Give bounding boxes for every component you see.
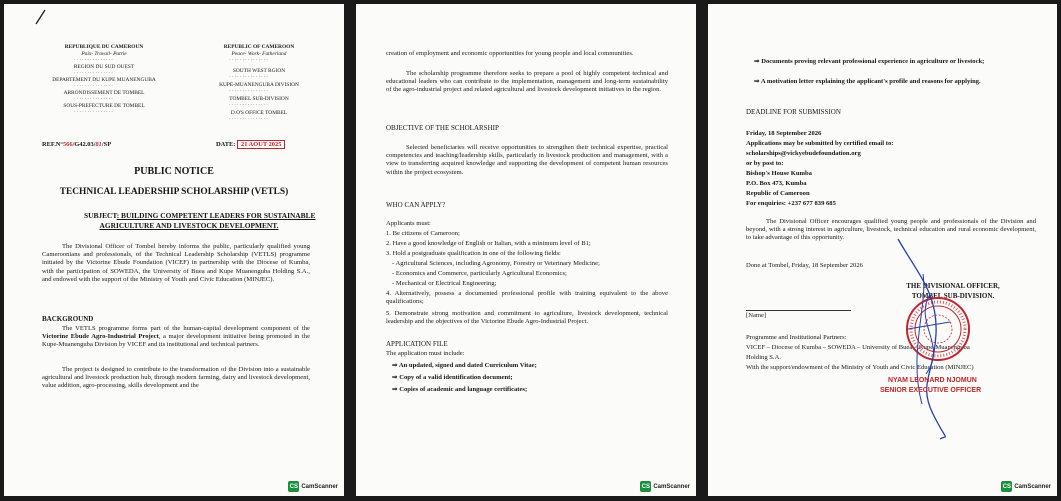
date-stamp: 21 AOUT 2025 — [237, 140, 285, 149]
header-line: Paix- Travail- Patrie — [81, 51, 127, 57]
application-intro: The application must include: — [386, 350, 465, 357]
requirement-item: 2. Have a good knowledge of English or Italian, with a minimum level of B1; — [386, 240, 591, 247]
who-heading: WHO CAN APPLY? — [386, 201, 446, 209]
header-line: D.O'S OFFICE TOMBEL — [230, 110, 288, 116]
signatory-title: THE DIVISIONAL OFFICER, — [906, 282, 1000, 290]
document-item: ⇒ A motivation letter explaining the applicant's profile and reasons for applying. — [754, 78, 981, 85]
header-line: REPUBLIQUE DU CAMEROUN — [64, 44, 144, 50]
header-line: KUPE-MUANENGUBA DIVISION — [219, 82, 299, 88]
field-item: - Agricultural Sciences, including Agronomy, Forestry or Veterinary Medicine; — [392, 260, 600, 267]
header-line: SOUS-PREFECTURE DE TOMBEL — [63, 103, 145, 109]
header-line: SOUTH WEST RGION — [232, 68, 286, 74]
partners-heading: Programme and Institutional Partners: — [746, 334, 847, 341]
email-intro: Applications may be submitted by certified email to: — [746, 140, 894, 147]
address-line: Bishop's House Kumba — [746, 170, 812, 177]
arrow-icon: ⇒ — [754, 78, 760, 85]
camscanner-logo-icon: CS — [288, 481, 299, 492]
address-line: P.O. Box 473, Kumba — [746, 180, 807, 187]
applicants-label: Applicants must: — [386, 220, 431, 227]
enquiries-line: For enquiries: +237 677 839 685 — [746, 200, 836, 207]
support-line: With the support/endowment of the Ministry of Youth and Civic Education (MINJEC) — [746, 364, 974, 371]
header-line: REGION DU SUD OUEST — [73, 64, 135, 70]
field-item: - Mechanical or Electrical Engineering; — [392, 280, 497, 287]
done-at-line: Done at Tombel, Friday, 18 September 2026 — [746, 262, 863, 269]
programme-paragraph: The scholarship programme therefore seeks to prepare a pool of highly competent technical and educational leaders who can contribute to the implementation, management and long-term sustainability of the agro-industrial project and related agricultural and livestock development initiatives in the region. — [386, 70, 668, 94]
stamp-name: NYAM LEONARD NJOMUN — [888, 377, 977, 384]
document-page-2 — [356, 4, 696, 496]
post-intro: or by post to: — [746, 160, 784, 167]
document-item: ⇒ An updated, signed and dated Curriculum Vitae; — [392, 362, 537, 369]
background-paragraph-1: The VETLS programme forms part of the human-capital development component of the Victorine Ebude Agro-Industrial Project, a major development initiative being promoted in the Kupe-Muanenguba Division by VICEF and its institutional and technical partners. — [42, 325, 310, 349]
subject-line: SUBJECT: BUILDING COMPETENT LEADERS FOR SUSTAINABLE — [84, 211, 316, 220]
notice-title: PUBLIC NOTICE — [134, 166, 214, 177]
arrow-icon: ⇒ — [754, 58, 760, 65]
signatory-title: TOMBEL SUB-DIVISION. — [911, 292, 995, 300]
subject-line-2: AGRICULTURE AND LIVESTOCK DEVELOPMENT. — [99, 221, 279, 230]
email-address: scholarships@vickyebudefoundation.org — [746, 150, 861, 157]
camscanner-watermark: CS CamScanner — [288, 481, 338, 492]
camscanner-watermark: CS CamScanner — [640, 481, 690, 492]
requirement-item: 1. Be citizens of Cameroon; — [386, 230, 460, 237]
arrow-icon: ⇒ — [392, 386, 398, 393]
header-line: TOMBEL SUB-DIVISION — [229, 96, 289, 102]
field-item: - Economics and Commerce, particularly Agricultural Economics; — [392, 270, 567, 277]
stamp-title: SENIOR EXECUTIVE OFFICER — [880, 387, 982, 394]
header-line: Peace- Work- Fatherland — [231, 51, 287, 57]
paragraph-continuation: creation of employment and economic opportunities for young people and local communities. — [386, 50, 634, 57]
partners-line: VICEF – Diocese of Kumba – SOWEDA – University of Buea – Kupe-Muanenguba — [746, 344, 970, 351]
header-line: ARRONDISSEMENT DE TOMBEL — [63, 90, 145, 96]
document-item: ⇒ Copy of a valid identification document; — [392, 374, 513, 381]
reference-number: REF.N°566/G42.03/81/SP — [42, 141, 112, 148]
camscanner-logo-icon: CS — [1001, 481, 1012, 492]
arrow-icon: ⇒ — [392, 362, 398, 369]
date-field: DATE: 21 AOUT 2025 — [216, 141, 285, 149]
intro-paragraph: The Divisional Officer of Tombel hereby informs the public, particularly qualified young Cameroonians and professionals, of the Technical Leadership Scholarship (VETLS) programme initiated by the Victorine Ebude Foundation (VICEF) in partnership with the Diocese of Kumba, with the participation of SOWEDA, the University of Buea and Kupe Muanenguba Holding S.A., and endowed with the support of the Ministry of Youth and Civic Education (MINJEC). — [42, 243, 310, 283]
background-paragraph-2: The project is designed to contribute to the transformation of the Division into a sustainable agricultural and livestock production hub, through modern farming, dairy and livestock development, value addition, agro-processing, skills development and the — [42, 366, 310, 390]
background-heading: BACKGROUND — [42, 315, 94, 323]
signature-ink — [878, 234, 968, 444]
requirement-item: 5. Demonstrate strong motivation and commitment to agriculture, livestock development, technical leadership and the objectives of the Victorine Ebude Agro-Industrial Project. — [386, 310, 668, 326]
document-page-3 — [708, 4, 1057, 496]
closing-paragraph: The Divisional Officer encourages qualified young people and professionals of the Division and beyond, with a strong interest in agriculture, livestock, technical education and rural economic development, to take advantage of this opportunity. — [746, 218, 1036, 242]
objective-heading: OBJECTIVE OF THE SCHOLARSHIP — [386, 124, 499, 132]
requirement-item: 3. Hold a postgraduate qualification in one of the following fields: — [386, 250, 561, 257]
address-line: Republic of Cameroon — [746, 190, 810, 197]
camscanner-watermark: CS CamScanner — [1001, 481, 1051, 492]
camscanner-logo-icon: CS — [640, 481, 651, 492]
objective-paragraph: Selected beneficiaries will receive opportunities to strengthen their technical expertise, practical competencies and teaching/leadership skills, particularly in livestock production and management, with a view to transferring acquired knowledge and supporting the development of competent human resources within the project ecosystem. — [386, 144, 668, 176]
scholarship-title: TECHNICAL LEADERSHIP SCHOLARSHIP (VETLS) — [59, 187, 289, 197]
deadline-date: Friday, 18 September 2026 — [746, 130, 822, 137]
pen-mark — [34, 8, 48, 26]
document-item: ⇒ Documents proving relevant professional experience in agriculture or livestock; — [754, 58, 985, 65]
header-line: DEPARTEMENT DU KUPE MUANENGUBA — [52, 77, 156, 83]
deadline-heading: DEADLINE FOR SUBMISSION — [746, 108, 841, 116]
document-item: ⇒ Copies of academic and language certificates; — [392, 386, 528, 393]
requirement-item: 4. Alternatively, possess a documented professional profile with training equivalent to the above qualifications; — [386, 290, 668, 306]
partners-line: Holding S.A. — [746, 354, 781, 361]
application-heading: APPLICATION FILE — [386, 340, 448, 348]
header-line: REPUBLIC OF CAMEROON — [223, 44, 295, 50]
arrow-icon: ⇒ — [392, 374, 398, 381]
name-placeholder: [Name] — [746, 312, 767, 319]
document-page-1: REPUBLIQUE DU CAMEROUN Paix- Travail- Patrie ··············· REGION DU SUD OUEST ··············· DEPARTEMENT DU KUPE MUANENGUBA ··············· ARRONDISSEMENT DE TOMBEL ··············· SOUS-PREFECTURE DE TOMBEL ··············· REPUBLIC OF CAMEROON Peace- Work- Fatherland ··············· SOUTH WEST RGION ··············· KUPE-MUANENGUBA DIVISION ··············· TOMBEL SUB-DIVISION ··············· D.O'S OFFICE TOMBEL ··············· REF.N°566/G42.03/81/SP DATE: 21 AOUT 2025 PUBLIC NOTICE TECHNICAL LEADERSHIP SCHOLARSHIP (VETLS) SUBJECT: BUILDING COMPETENT LEADERS FOR SUSTAINABLE AGRICULTURE AND LIVESTOCK DEVELOPMENT. The Divisional Officer of Tombel hereby informs the public, particularly qualified young Cameroonians and professionals, of the Technical Leadership Scholarship (VETLS) programme initiated by the Victorine Ebude Foundation (VICEF) in partnership with the Diocese of Kumba, with the participation of SOWEDA, the University of Buea and Kupe Muanenguba Holding S.A., and endowed with the support of the Ministry of Youth and Civic Education (MINJEC). BACKGROUND The VETLS programme forms part of the human-capital development component of the Victorine Ebude Agro-Industrial Project, a major development initiative being promoted in the Kupe-Muanenguba Division by VICEF and its institutional and technical partners. The project is designed to contribute to the transformation of the Division into a sustainable agricultural and livestock production hub, through modern farming, dairy and livestock development, value addition, agro-processing, skills development and the CS CamScanner — [4, 4, 344, 496]
